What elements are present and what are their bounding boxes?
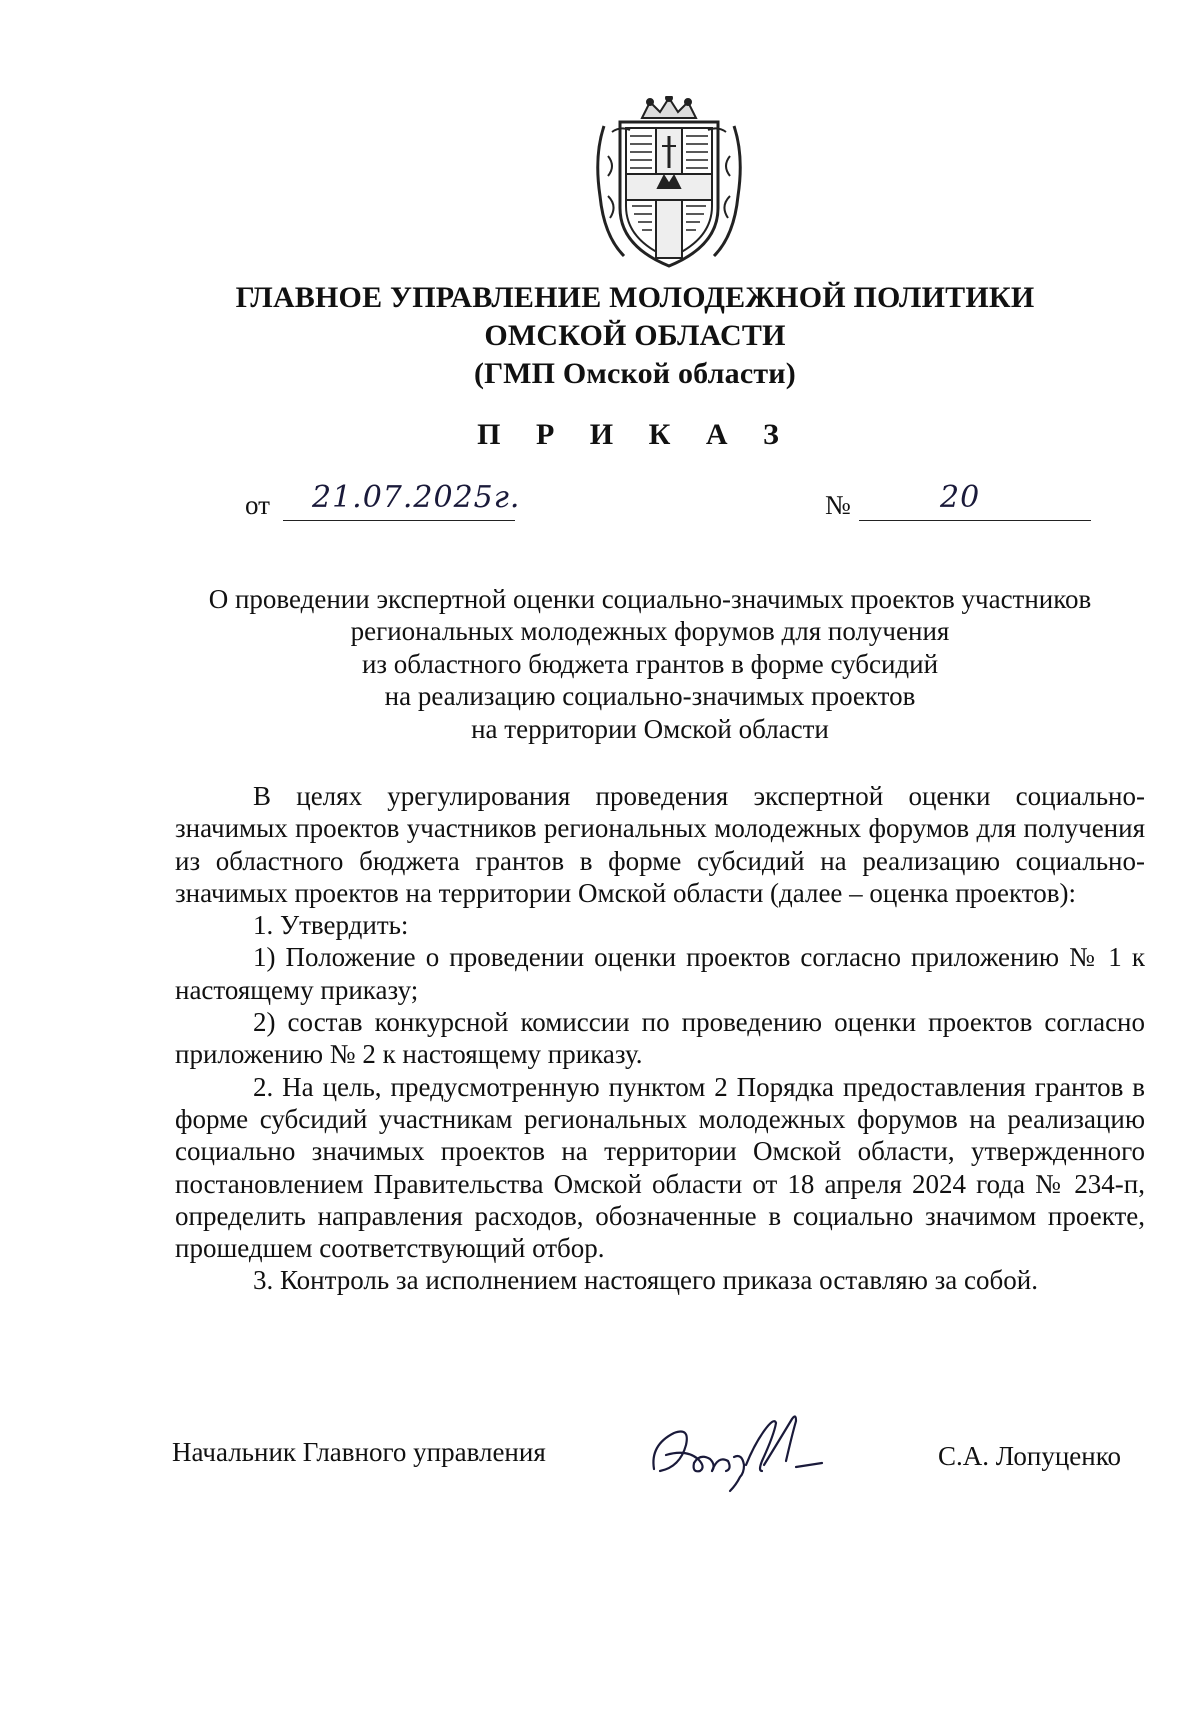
date-number-row xyxy=(0,478,1200,528)
handwritten-number: 20 xyxy=(940,480,981,515)
document-type-title: П Р И К А З xyxy=(477,418,793,451)
subject-line: на территории Омской области xyxy=(471,713,829,744)
item-3-paragraph: 3. Контроль за исполнением настоящего приказа оставляю за собой. xyxy=(253,1265,1038,1296)
subject-line: из областного бюджета грантов в форме субсидий xyxy=(361,648,939,679)
order-subject xyxy=(150,583,1150,745)
handwritten-date: 21.07.2025г. xyxy=(312,480,521,515)
date-underline xyxy=(283,520,515,521)
subject-line: на реализацию социально-значимых проектов xyxy=(384,681,916,712)
item-2-paragraph: 2. На цель, предусмотренную пунктом 2 Порядка предоставления грантов в форме субсидий участникам региональных молодежных форумов на реализацию социально значимых проектов на территории Омской области, утвержденного постановлением Правительства Омской области от 18 апреля 2024 года № 234-п, определить направления расходов, обозначенные в социально значимом проекте, прошедшем соответствующий отбор. xyxy=(175,1071,1145,1264)
item-1-paragraph: 1. Утвердить: xyxy=(253,910,409,941)
handwritten-signature xyxy=(646,1405,846,1497)
item-1-1-paragraph: 1) Положение о проведении оценки проектов согласно приложению № 1 к настоящему приказу; xyxy=(175,942,1145,1005)
signature-block xyxy=(0,1405,1200,1485)
subject-line: региональных молодежных форумов для получения xyxy=(350,616,950,647)
order-body xyxy=(175,780,1145,1297)
signatory-name: С.А. Лопуценко xyxy=(938,1441,1121,1471)
number-underline xyxy=(859,520,1091,521)
number-label: № xyxy=(825,490,851,520)
preamble-paragraph: В целях урегулирования проведения экспертной оценки социально-значимых проектов участников региональных молодежных форумов для получения из областного бюджета грантов в форме субсидий на реализацию социально-значимых проектов на территории Омской области (далее – оценка проектов): xyxy=(175,781,1145,908)
item-1-2-paragraph: 2) состав конкурсной комиссии по проведению оценки проектов согласно приложению № 2 к настоящему приказу. xyxy=(175,1007,1145,1070)
subject-line: О проведении экспертной оценки социально-значимых проектов участников xyxy=(208,584,1092,614)
organization-name-line1: ГЛАВНОЕ УПРАВЛЕНИЕ МОЛОДЕЖНОЙ ПОЛИТИКИ xyxy=(235,281,1035,314)
organization-short-name: (ГМП Омской области) xyxy=(473,357,796,390)
coat-of-arms-emblem xyxy=(590,96,748,272)
date-label: от xyxy=(245,490,270,520)
organization-name-line2: ОМСКОЙ ОБЛАСТИ xyxy=(484,319,786,352)
signatory-position: Начальник Главного управления xyxy=(172,1437,546,1467)
